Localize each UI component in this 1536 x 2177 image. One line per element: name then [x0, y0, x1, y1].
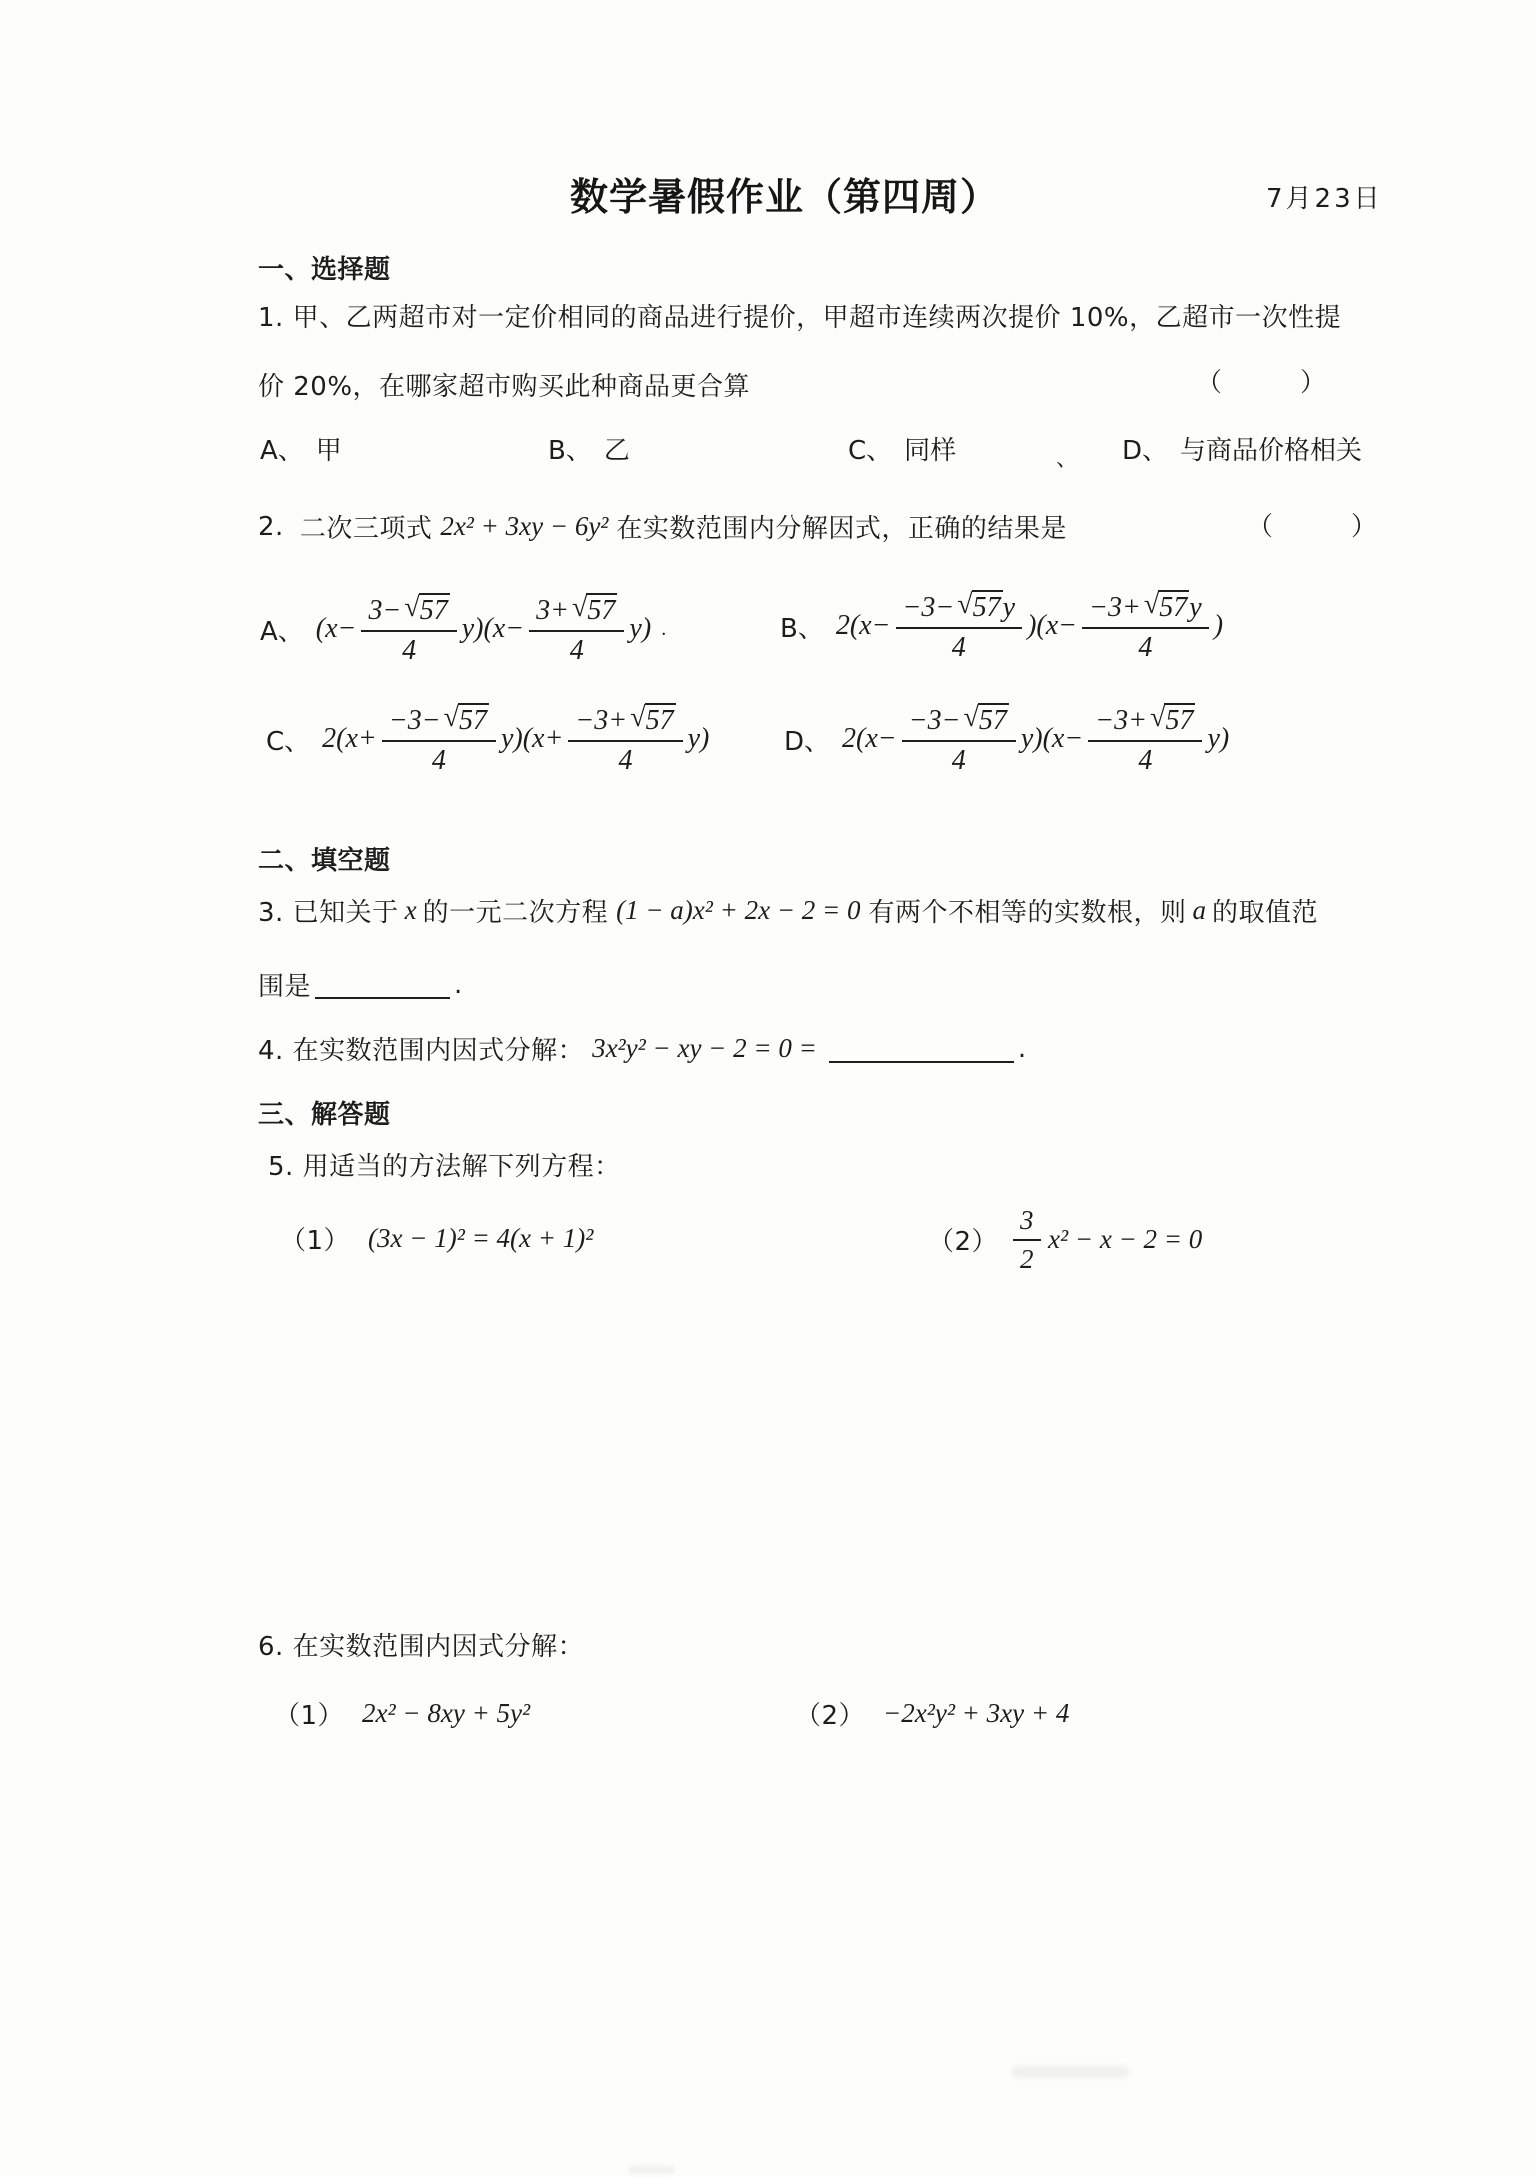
- item-label: （2）: [795, 1701, 866, 1731]
- q2-stem-math: 2x² + 3xy − 6y²: [440, 511, 609, 541]
- item-expression: −2x²y² + 3xy + 4: [883, 1698, 1070, 1728]
- option-text: 甲: [315, 436, 342, 466]
- fraction: −3− √ 57 4: [382, 703, 496, 776]
- q2-answer-paren: （ ）: [1247, 512, 1378, 542]
- answer-blank: [829, 1034, 1014, 1063]
- sqrt-radical-icon: √ 57: [957, 590, 1002, 622]
- q5-item-2: [928, 1206, 1210, 1274]
- option-label: C、: [266, 726, 311, 757]
- sqrt-radical-icon: √ 57: [630, 703, 675, 735]
- fraction: −3+ √ 57 4: [568, 703, 682, 776]
- item-equation: (3x − 1)² = 4(x + 1)²: [368, 1223, 594, 1253]
- option-label: B、: [548, 436, 592, 466]
- fraction: −3− √ 57 y 4: [896, 590, 1023, 663]
- sqrt-radical-icon: √ 57: [1144, 590, 1189, 622]
- q2-option-d: [784, 703, 1239, 776]
- fraction: −3+ √ 57 4: [1088, 703, 1202, 776]
- option-text: 乙: [603, 436, 630, 466]
- option-formula: 2(x− −3− √ 57 y 4 )(x− −3+ √ 57 y 4 ): [836, 590, 1233, 663]
- q3-line1: 3. 已知关于 x 的一元二次方程 (1 − a)x² + 2x − 2 = 0 有两个不相等的实数根，则 a 的取值范: [258, 895, 1319, 928]
- option-label: D、: [1122, 436, 1169, 466]
- q2-option-c: [266, 703, 719, 776]
- q1-option-a: [260, 430, 354, 467]
- sqrt-radical-icon: √ 57: [404, 593, 449, 625]
- q1-line1: 1. 甲、乙两超市对一定价相同的商品进行提价，甲超市连续两次提价 10%，乙超市一次性提: [258, 303, 1342, 333]
- section-choice-heading: 一、选择题: [258, 255, 391, 285]
- q1-option-d: [1122, 430, 1374, 467]
- option-formula: 2(x+ −3− √ 57 4 y)(x+ −3+ √ 57 4 y): [322, 703, 719, 776]
- item-label: （1）: [280, 1226, 351, 1256]
- q1-line2: 价 20%，在哪家超市购买此种商品更合算: [258, 372, 751, 402]
- q6-item-1: [274, 1695, 538, 1732]
- section-solve-heading: 三、解答题: [258, 1100, 391, 1130]
- q2-stem-pre: 二次三项式: [299, 514, 433, 544]
- section-fill-heading: 二、填空题: [258, 846, 391, 876]
- sqrt-radical-icon: √ 57: [963, 703, 1008, 735]
- q1-answer-paren: （ ）: [1196, 368, 1327, 398]
- q1-option-b: [548, 430, 642, 467]
- item-equation: x² − x − 2 = 0: [1048, 1224, 1203, 1255]
- date-label: 7月23日: [1266, 184, 1383, 214]
- q5-item-1: [280, 1220, 601, 1257]
- item-label: （2）: [928, 1227, 999, 1258]
- q4-expression: 3x²y² − xy − 2 = 0 =: [592, 1033, 817, 1063]
- item-label: （1）: [274, 1701, 345, 1731]
- q3-equation: (1 − a)x² + 2x − 2 = 0: [616, 895, 861, 925]
- q2-stem: [258, 508, 1067, 545]
- q3-line2: 围是 .: [258, 969, 463, 1002]
- scan-artifact: [628, 2166, 674, 2174]
- item-expression: 2x² − 8xy + 5y²: [362, 1698, 531, 1728]
- option-label: A、: [260, 436, 304, 466]
- q1-option-c: [848, 430, 968, 467]
- option-text: 与商品价格相关: [1180, 436, 1363, 466]
- q4-line: 4. 在实数范围内因式分解： 3x²y² − xy − 2 = 0 = .: [258, 1033, 1027, 1066]
- scan-artifact: [1012, 2066, 1130, 2078]
- option-text: 同样: [904, 436, 957, 466]
- sqrt-radical-icon: √ 57: [572, 593, 617, 625]
- q6-item-2: [795, 1695, 1077, 1732]
- sqrt-radical-icon: √ 57: [444, 703, 489, 735]
- q5-stem: 5. 用适当的方法解下列方程：: [268, 1152, 621, 1182]
- sqrt-radical-icon: √ 57: [1150, 703, 1195, 735]
- q6-stem: 6. 在实数范围内因式分解：: [258, 1632, 585, 1662]
- q1-stray-mark: 、: [1056, 447, 1079, 472]
- fraction: $\frac{3}{2}$: [1013, 1206, 1041, 1274]
- fraction: −3+ √ 57 y 4: [1082, 590, 1209, 663]
- q2-option-b: [780, 590, 1233, 663]
- fraction: −3− √ 57 4: [902, 703, 1016, 776]
- answer-blank: [315, 970, 450, 999]
- q2-stem-post: 在实数范围内分解因式，正确的结果是: [616, 514, 1067, 544]
- option-label: C、: [848, 436, 893, 466]
- option-formula: (x− 3− √ 57 4 y)(x− 3+ √ 57 4 y) .: [316, 593, 666, 666]
- option-label: A、: [260, 616, 304, 647]
- option-label: B、: [780, 613, 824, 644]
- option-formula: 2(x− −3− √ 57 4 y)(x− −3+ √ 57 4 y): [842, 703, 1239, 776]
- fraction: 3− √ 57 4: [361, 593, 456, 666]
- option-label: D、: [784, 726, 831, 757]
- q2-option-a: [260, 593, 666, 666]
- fraction: 3+ √ 57 4: [529, 593, 624, 666]
- q2-number: 2.: [258, 511, 284, 542]
- variable-x: x: [404, 895, 417, 925]
- page-title: 数学暑假作业（第四周）: [570, 175, 1000, 219]
- variable-a: a: [1192, 895, 1207, 925]
